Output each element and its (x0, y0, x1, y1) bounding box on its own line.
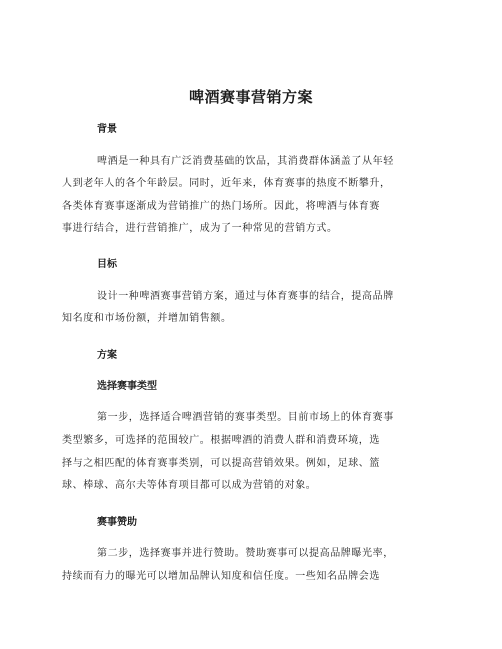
paragraph-line: 设计一种啤酒赛事营销方案，通过与体育赛事的结合，提高品牌 (97, 291, 394, 302)
paragraph-line: 各类体育赛事逐渐成为营销推广的热门场所。因此，将啤酒与体育赛 (62, 201, 380, 212)
paragraph-line: 第一步，选择适合啤酒营销的赛事类型。目前市场上的体育赛事 (97, 412, 394, 423)
paragraph-line: 第二步，选择赛事并进行赞助。赞助赛事可以提高品牌曝光率， (97, 548, 394, 559)
paragraph-line: 持续而有力的曝光可以增加品牌认知度和信任度。一些知名品牌会选 (62, 571, 380, 582)
section-heading-sponsorship: 赛事赞助 (97, 517, 137, 528)
section-heading-event-type: 选择赛事类型 (97, 381, 157, 392)
paragraph-line: 类型繁多，可选择的范围较广。根据啤酒的消费人群和消费环境，选 (62, 435, 380, 446)
paragraph-line: 啤酒是一种具有广泛消费基础的饮品，其消费群体涵盖了从年轻 (97, 156, 394, 167)
paragraph-line: 事进行结合，进行营销推广，成为了一种常见的营销方式。 (62, 223, 338, 234)
section-heading-plan: 方案 (97, 350, 117, 361)
paragraph-line: 球、棒球、高尔夫等体育项目都可以成为营销的对象。 (62, 480, 317, 491)
paragraph-line: 择与之相匹配的体育赛事类别，可以提高营销效果。例如，足球、篮 (62, 458, 380, 469)
document-title: 啤酒赛事营销方案 (188, 88, 313, 106)
paragraph-line: 人到老年人的各个年龄层。同时，近年来，体育赛事的热度不断攀升， (62, 178, 391, 189)
section-heading-goal: 目标 (97, 259, 117, 270)
paragraph-line: 知名度和市场份额，并增加销售额。 (62, 313, 232, 324)
section-heading-background: 背景 (97, 124, 117, 135)
